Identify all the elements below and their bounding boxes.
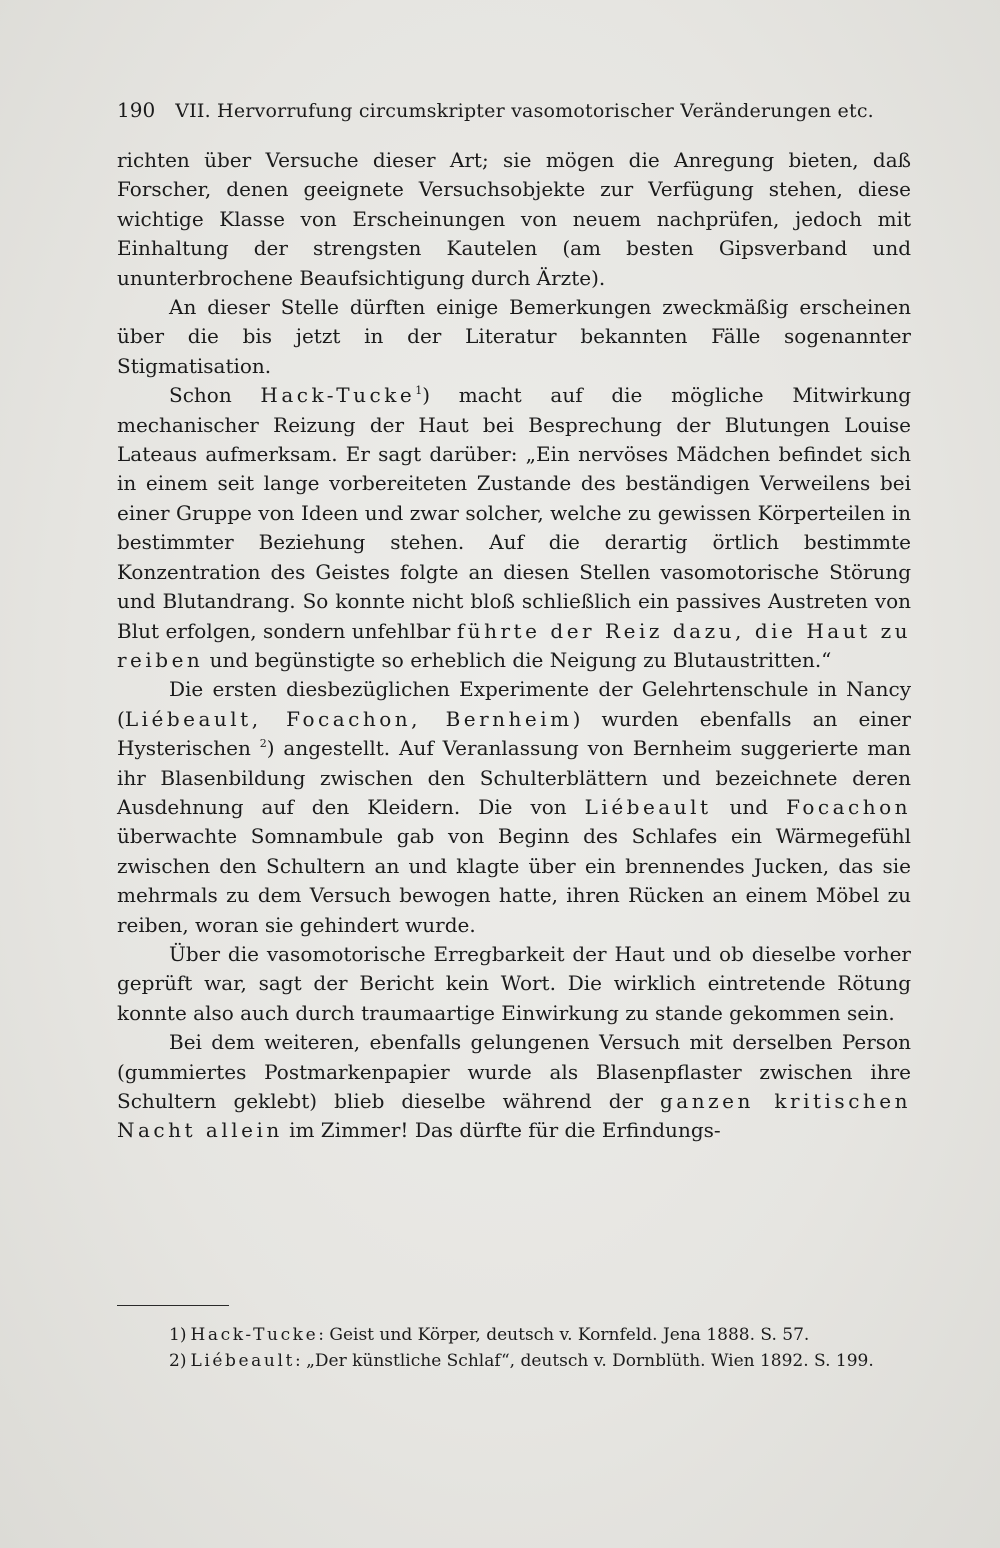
paragraph-3: Schon Hack-Tucke$^1$) macht auf die mögliche Mitwirkung mechanischer Reizung der Haut bei Besprechung der Blutungen Louise Lateaus aufmerksam. Er sagt darüber: „Ein nervöses Mädchen befindet sich in einem seit lange vorbereiteten Zustande des beständigen Verweilens bei einer Gruppe von Ideen und zwar solcher, welche zu gewissen Körperteilen in bestimmter Beziehung stehen. Auf die derartig örtlich bestimmte Konzentration des Geistes folgte an diesen Stellen vasomotorische Störung und Blutandrang. So konnte nicht bloß schließlich ein passives Austreten von Blut erfolgen, sondern unfehlbar führte der Reiz dazu, die Haut zu reiben und begünstigte so erheblich die Neigung zu Blutaustritten.“ xyxy=(117,383,912,672)
paragraph-5: Über die vasomotorische Erregbarkeit der Haut und ob dieselbe vorher geprüft war, sagt der Bericht kein Wort. Die wirklich eintretende Rötung konnte also auch durch traumaartige Einwirkung zu stande gekommen sein. xyxy=(117,941,911,1025)
author-name: Liébeault xyxy=(584,794,712,819)
footnote-author: Liébeault xyxy=(190,1351,295,1371)
author-name: Hack-Tucke xyxy=(260,383,416,408)
author-name: Focachon xyxy=(786,794,912,819)
footnote-1: 1) Hack-Tucke: Geist und Körper, deutsch v. Kornfeld. Jena 1888. S. 57. xyxy=(169,1325,810,1345)
emphasized-text: ganzen kritischen Nacht allein xyxy=(117,1089,911,1143)
paragraph-6: Bei dem weiteren, ebenfalls gelungenen Versuch mit derselben Person (gummiertes Postmarkenpapier wurde als Blasenpflaster zwischen ihre Schultern geklebt) blieb dieselbe während der ganzen kritischen Nacht allein im Zimmer! Das dürfte für die Erfindungs- xyxy=(117,1030,911,1143)
page-header xyxy=(117,98,917,122)
footnotes xyxy=(117,1322,911,1374)
footnote-ref: 1 xyxy=(415,384,423,398)
footnote-ref: 2 xyxy=(259,737,267,751)
paragraph-4: Die ersten diesbezüglichen Experimente der Gelehrtenschule in Nancy (Liébeault, Focachon, Bernheim) wurden ebenfalls an einer Hysterischen $^2$) angestellt. Auf Veranlassung von Bernheim suggerierte man ihr Blasenbildung zwischen den Schulterblättern und bezeichnete deren Ausdehnung auf den Kleidern. Die von Liébeault und Focachon überwachte Somnambule gab von Beginn des Schlafes ein Wärmegefühl zwischen den Schultern an und klagte über ein brennendes Jucken, das sie mehrmals zu dem Versuch bewogen hatte, ihren Rücken an einem Möbel zu reiben, woran sie gehindert wurde. xyxy=(117,677,912,937)
footnote-divider xyxy=(117,1305,229,1306)
footnote-2: 2) Liébeault: „Der künstliche Schlaf“, deutsch v. Dornblüth. Wien 1892. S. 199. xyxy=(169,1351,874,1371)
paragraph-2: An dieser Stelle dürften einige Bemerkungen zweckmäßig erscheinen über die bis jetzt in der Literatur bekannten Fälle sogenannter Stigmatisation. xyxy=(117,295,911,378)
running-title: VII. Hervorrufung circumskripter vasomotorischer Veränderungen etc. xyxy=(175,100,874,122)
footnote-author: Hack-Tucke xyxy=(190,1325,319,1345)
page-number: 190 xyxy=(117,98,156,122)
author-names: Liébeault, Focachon, Bernheim xyxy=(124,706,573,731)
emphasized-text: führte der Reiz dazu, die Haut zu reiben xyxy=(117,618,911,672)
paragraph-1: richten über Versuche dieser Art; sie mögen die Anregung bieten, daß Forscher, denen geeignete Versuchsobjekte zur Verfügung stehen, diese wichtige Klasse von Erscheinungen von neuem nachprüfen, jedoch mit Einhaltung der strengsten Kautelen (am besten Gipsverband und ununterbrochene Beaufsichtigung durch Ärzte). xyxy=(117,148,911,290)
body-text xyxy=(117,146,911,1146)
